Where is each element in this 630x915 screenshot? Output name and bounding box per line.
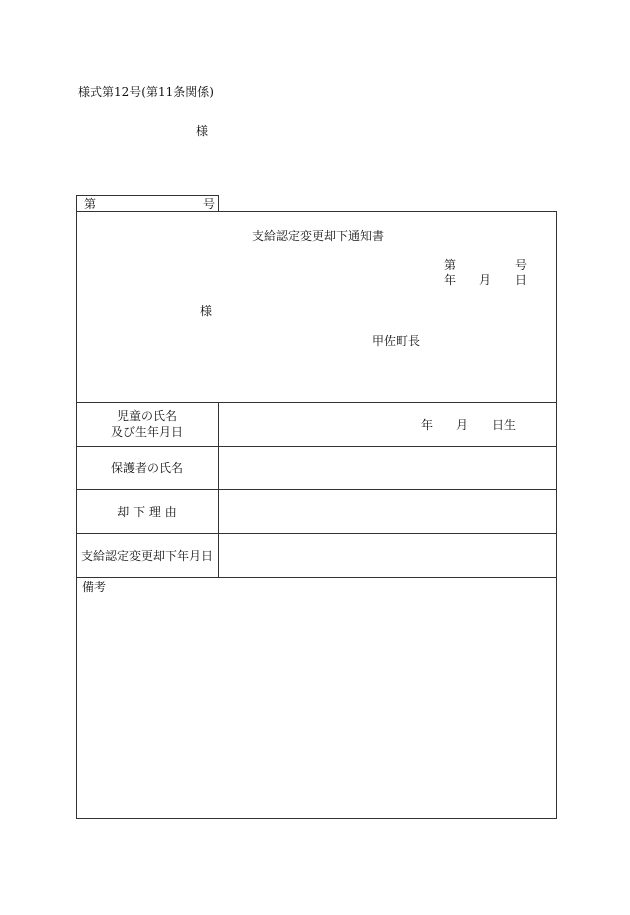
issuer-name: 甲佐町長 bbox=[372, 334, 421, 348]
doc-number-dai: 第 bbox=[444, 258, 457, 272]
top-addressee-sama: 様 bbox=[196, 124, 209, 138]
guardian-name-label: 保護者の氏名 bbox=[110, 461, 183, 475]
date-month: 月 bbox=[479, 273, 492, 287]
doc-number-go: 号 bbox=[515, 258, 528, 272]
birth-year: 年 bbox=[421, 418, 434, 432]
date-day: 日 bbox=[515, 273, 528, 287]
label-column-divider bbox=[218, 402, 219, 577]
child-name-label-line1: 児童の氏名 bbox=[116, 409, 177, 423]
rejection-reason-label: 却 下 理 由 bbox=[117, 505, 177, 519]
divider-date-row bbox=[76, 577, 557, 578]
divider-reason-row bbox=[76, 533, 557, 534]
notice-title: 支給認定変更却下通知書 bbox=[252, 229, 385, 243]
divider-child-row bbox=[76, 446, 557, 447]
birth-day: 日生 bbox=[492, 418, 517, 432]
divider-header-section bbox=[76, 402, 557, 403]
form-number: 様式第12号(第11条関係) bbox=[78, 85, 214, 99]
date-year: 年 bbox=[444, 273, 457, 287]
child-name-label-line2: 及び生年月日 bbox=[110, 425, 183, 439]
number-box-dai: 第 bbox=[84, 197, 97, 211]
birth-month: 月 bbox=[456, 418, 469, 432]
remarks-label: 備考 bbox=[82, 580, 107, 594]
number-box-go: 号 bbox=[203, 197, 216, 211]
divider-guardian-row bbox=[76, 489, 557, 490]
rejection-date-label: 支給認定変更却下年月日 bbox=[80, 549, 213, 563]
number-box bbox=[76, 195, 219, 212]
addressee-sama: 様 bbox=[200, 304, 213, 318]
